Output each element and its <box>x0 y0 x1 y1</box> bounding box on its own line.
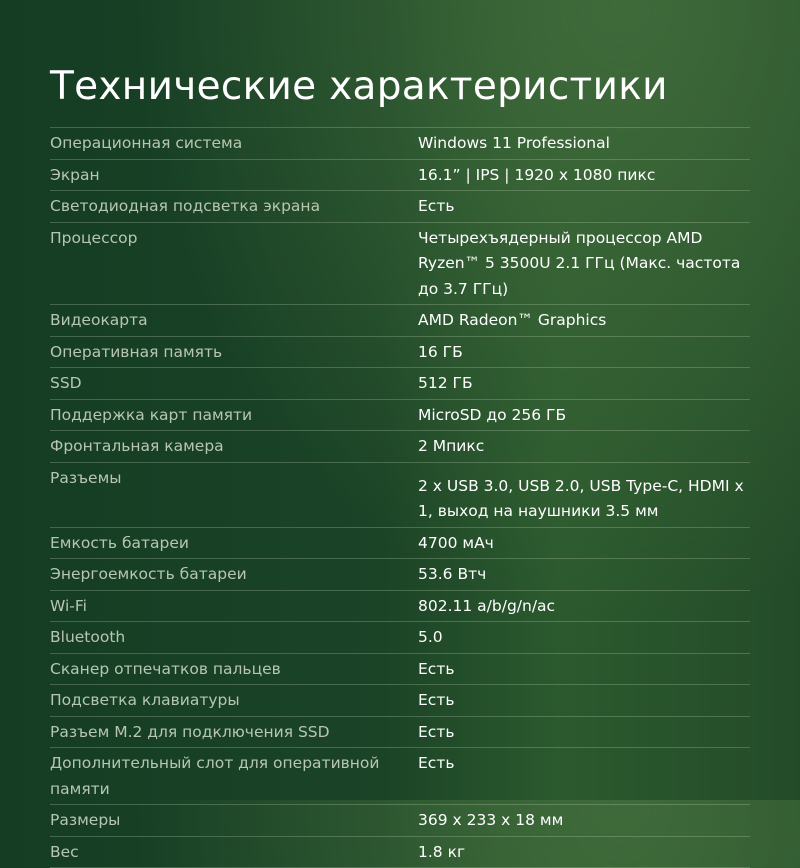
spec-label: SSD <box>50 371 418 397</box>
spec-value: 2 x USB 3.0, USB 2.0, USB Type-C, HDMI x 1, выход на наушники 3.5 мм <box>418 466 750 525</box>
spec-value: 16 ГБ <box>418 340 750 366</box>
spec-row-memory-cards <box>50 399 750 431</box>
spec-label: Разъемы <box>50 466 418 492</box>
spec-value: 5.0 <box>418 625 750 651</box>
spec-row-gpu <box>50 304 750 336</box>
spec-row-battery-capacity <box>50 527 750 559</box>
spec-row-ports <box>50 462 750 527</box>
spec-value: Есть <box>418 751 750 777</box>
spec-row-camera <box>50 430 750 462</box>
spec-row-fingerprint <box>50 653 750 685</box>
spec-row-keyboard-backlight <box>50 684 750 716</box>
spec-label: Операционная система <box>50 131 418 157</box>
spec-row-ssd <box>50 367 750 399</box>
spec-label: Bluetooth <box>50 625 418 651</box>
spec-row-os <box>50 127 750 159</box>
spec-value: 53.6 Втч <box>418 562 750 588</box>
spec-row-battery-energy <box>50 558 750 590</box>
spec-value: Есть <box>418 657 750 683</box>
spec-row-screen <box>50 159 750 191</box>
spec-row-bluetooth <box>50 621 750 653</box>
spec-value: Windows 11 Professional <box>418 131 750 157</box>
spec-row-ram <box>50 336 750 368</box>
spec-label: Размеры <box>50 808 418 834</box>
spec-value: 16.1” | IPS | 1920 x 1080 пикс <box>418 163 750 189</box>
spec-value: Есть <box>418 720 750 746</box>
spec-label: Экран <box>50 163 418 189</box>
spec-label: Видеокарта <box>50 308 418 334</box>
spec-value: MicroSD до 256 ГБ <box>418 403 750 429</box>
spec-value: 2 Мпикс <box>418 434 750 460</box>
spec-label: Разъем M.2 для подключения SSD <box>50 720 418 746</box>
spec-label: Оперативная память <box>50 340 418 366</box>
spec-row-screen-backlight <box>50 190 750 222</box>
spec-value: Есть <box>418 688 750 714</box>
spec-value: 1.8 кг <box>418 840 750 866</box>
spec-value: 4700 мАч <box>418 531 750 557</box>
spec-row-weight <box>50 836 750 868</box>
spec-value: Есть <box>418 194 750 220</box>
spec-value: 369 x 233 x 18 мм <box>418 808 750 834</box>
spec-row-m2-slot <box>50 716 750 748</box>
spec-value: AMD Radeon™ Graphics <box>418 308 750 334</box>
spec-row-extra-ram-slot <box>50 747 750 804</box>
spec-label: Вес <box>50 840 418 866</box>
spec-label: Емкость батареи <box>50 531 418 557</box>
spec-row-processor <box>50 222 750 305</box>
spec-label: Энергоемкость батареи <box>50 562 418 588</box>
page-title: Технические характеристики <box>50 64 668 109</box>
specs-table <box>50 127 750 868</box>
spec-value: 802.11 a/b/g/n/ac <box>418 594 750 620</box>
spec-label: Дополнительный слот для оперативной памяти <box>50 751 418 802</box>
spec-value: 512 ГБ <box>418 371 750 397</box>
spec-row-dimensions <box>50 804 750 836</box>
spec-label: Процессор <box>50 226 418 252</box>
spec-row-wifi <box>50 590 750 622</box>
spec-label: Светодиодная подсветка экрана <box>50 194 418 220</box>
spec-label: Поддержка карт памяти <box>50 403 418 429</box>
spec-value: Четырехъядерный процессор AMD Ryzen™ 5 3500U 2.1 ГГц (Макс. частота до 3.7 ГГц) <box>418 226 750 303</box>
spec-label: Подсветка клавиатуры <box>50 688 418 714</box>
spec-label: Wi-Fi <box>50 594 418 620</box>
spec-label: Сканер отпечатков пальцев <box>50 657 418 683</box>
spec-label: Фронтальная камера <box>50 434 418 460</box>
